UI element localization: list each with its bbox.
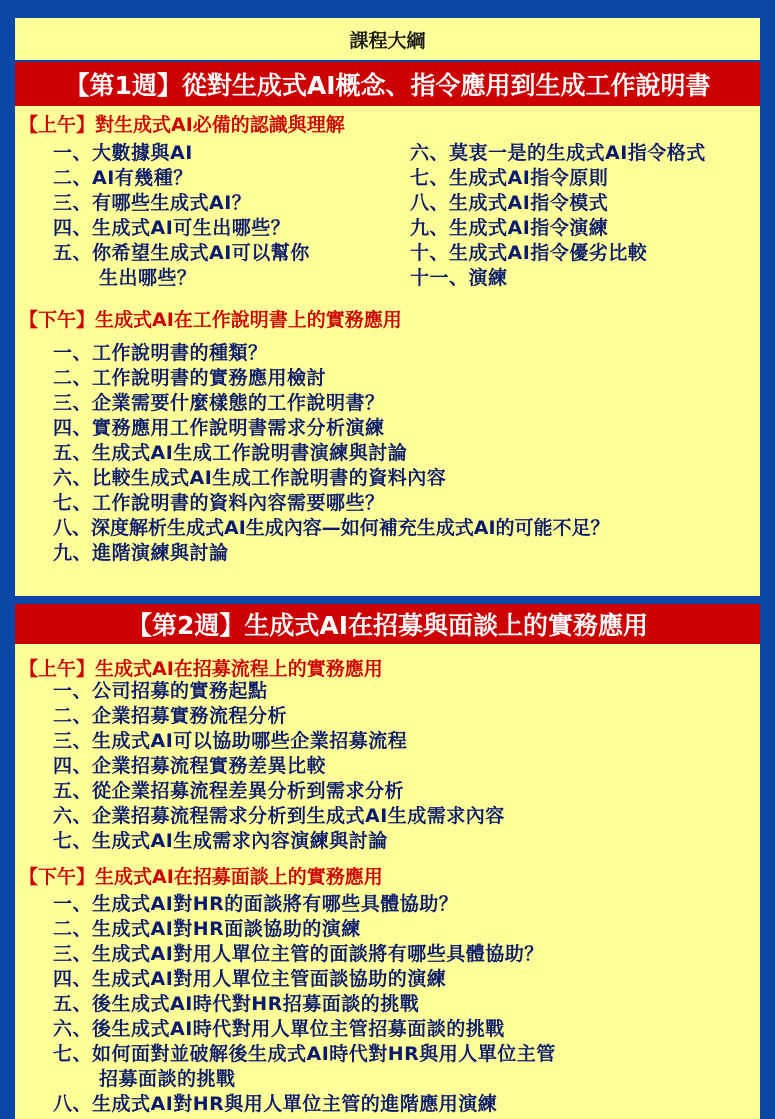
list-item: 七、生成式AI指令原則 [410,167,609,189]
list-item: 十一、演練 [410,267,508,289]
week-2-morning-title: 【上午】生成式AI在招募流程上的實務應用 [19,658,383,680]
list-item: 六、企業招募流程需求分析到生成式AI生成需求內容 [53,805,505,827]
list-item: 五、後生成式AI時代對HR招募面談的挑戰 [53,993,420,1015]
list-item: 四、企業招募流程實務差異比較 [53,755,327,777]
list-item: 四、實務應用工作說明書需求分析演練 [53,417,385,439]
list-item: 四、生成式AI可生出哪些？ [53,217,291,239]
week-2-title: 【第2週】生成式AI在招募與面談上的實務應用 [15,604,760,644]
list-item: 一、工作說明書的種類？ [53,342,268,364]
week-1-morning-title: 【上午】對生成式AI必備的認識與理解 [19,114,345,136]
list-item: 一、生成式AI對HR的面談將有哪些具體協助？ [53,893,459,915]
week-2-afternoon-title: 【下午】生成式AI在招募面談上的實務應用 [19,866,383,888]
list-item: 八、生成式AI對HR與用人單位主管的進階應用演練 [53,1093,498,1115]
list-item: 五、從企業招募流程差異分析到需求分析 [53,780,405,802]
list-item: 九、生成式AI指令演練 [410,217,609,239]
list-item: 六、莫衷一是的生成式AI指令格式 [410,142,706,164]
page-title: 課程大綱 [15,18,760,62]
week-1-afternoon-title: 【下午】生成式AI在工作說明書上的實務應用 [19,309,402,331]
list-item: 七、生成式AI生成需求內容演練與討論 [53,830,388,852]
list-item: 二、企業招募實務流程分析 [53,705,288,727]
list-item: 八、深度解析生成式AI生成內容—如何補充生成式AI的可能不足？ [53,517,610,539]
list-item: 二、工作說明書的實務應用檢討 [53,367,327,389]
list-item: 二、生成式AI對HR面談協助的演練 [53,918,361,940]
outline-frame [15,18,760,1119]
list-item: 五、你希望生成式AI可以幫你 [53,242,310,264]
list-item: 四、生成式AI對用人單位主管面談協助的演練 [53,968,447,990]
list-item: 五、生成式AI生成工作說明書演練與討論 [53,442,408,464]
week-1-title: 【第1週】從對生成式AI概念、指令應用到生成工作說明書 [15,62,760,106]
list-item: 三、生成式AI可以協助哪些企業招募流程 [53,730,408,752]
list-item: 九、進階演練與討論 [53,542,229,564]
list-item: 六、比較生成式AI生成工作說明書的資料內容 [53,467,447,489]
week-2-panel [15,644,760,1119]
list-item: 三、生成式AI對用人單位主管的面談將有哪些具體協助？ [53,943,544,965]
list-item: 一、大數據與AI [53,142,193,164]
list-item: 七、工作說明書的資料內容需要哪些？ [53,492,385,514]
list-item: 一、公司招募的實務起點 [53,680,268,702]
list-item: 二、AI有幾種？ [53,167,193,189]
list-item: 三、有哪些生成式AI？ [53,192,252,214]
list-item: 八、生成式AI指令模式 [410,192,609,214]
list-item: 七、如何面對並破解後生成式AI時代對HR與用人單位主管 [53,1043,556,1065]
list-item: 三、企業需要什麼樣態的工作說明書？ [53,392,385,414]
list-item: 六、後生成式AI時代對用人單位主管招募面談的挑戰 [53,1018,505,1040]
list-item-continuation: 生出哪些？ [99,267,197,289]
week-1-panel [15,106,760,596]
list-item: 十、生成式AI指令優劣比較 [410,242,648,264]
list-item-continuation: 招募面談的挑戰 [99,1068,236,1090]
